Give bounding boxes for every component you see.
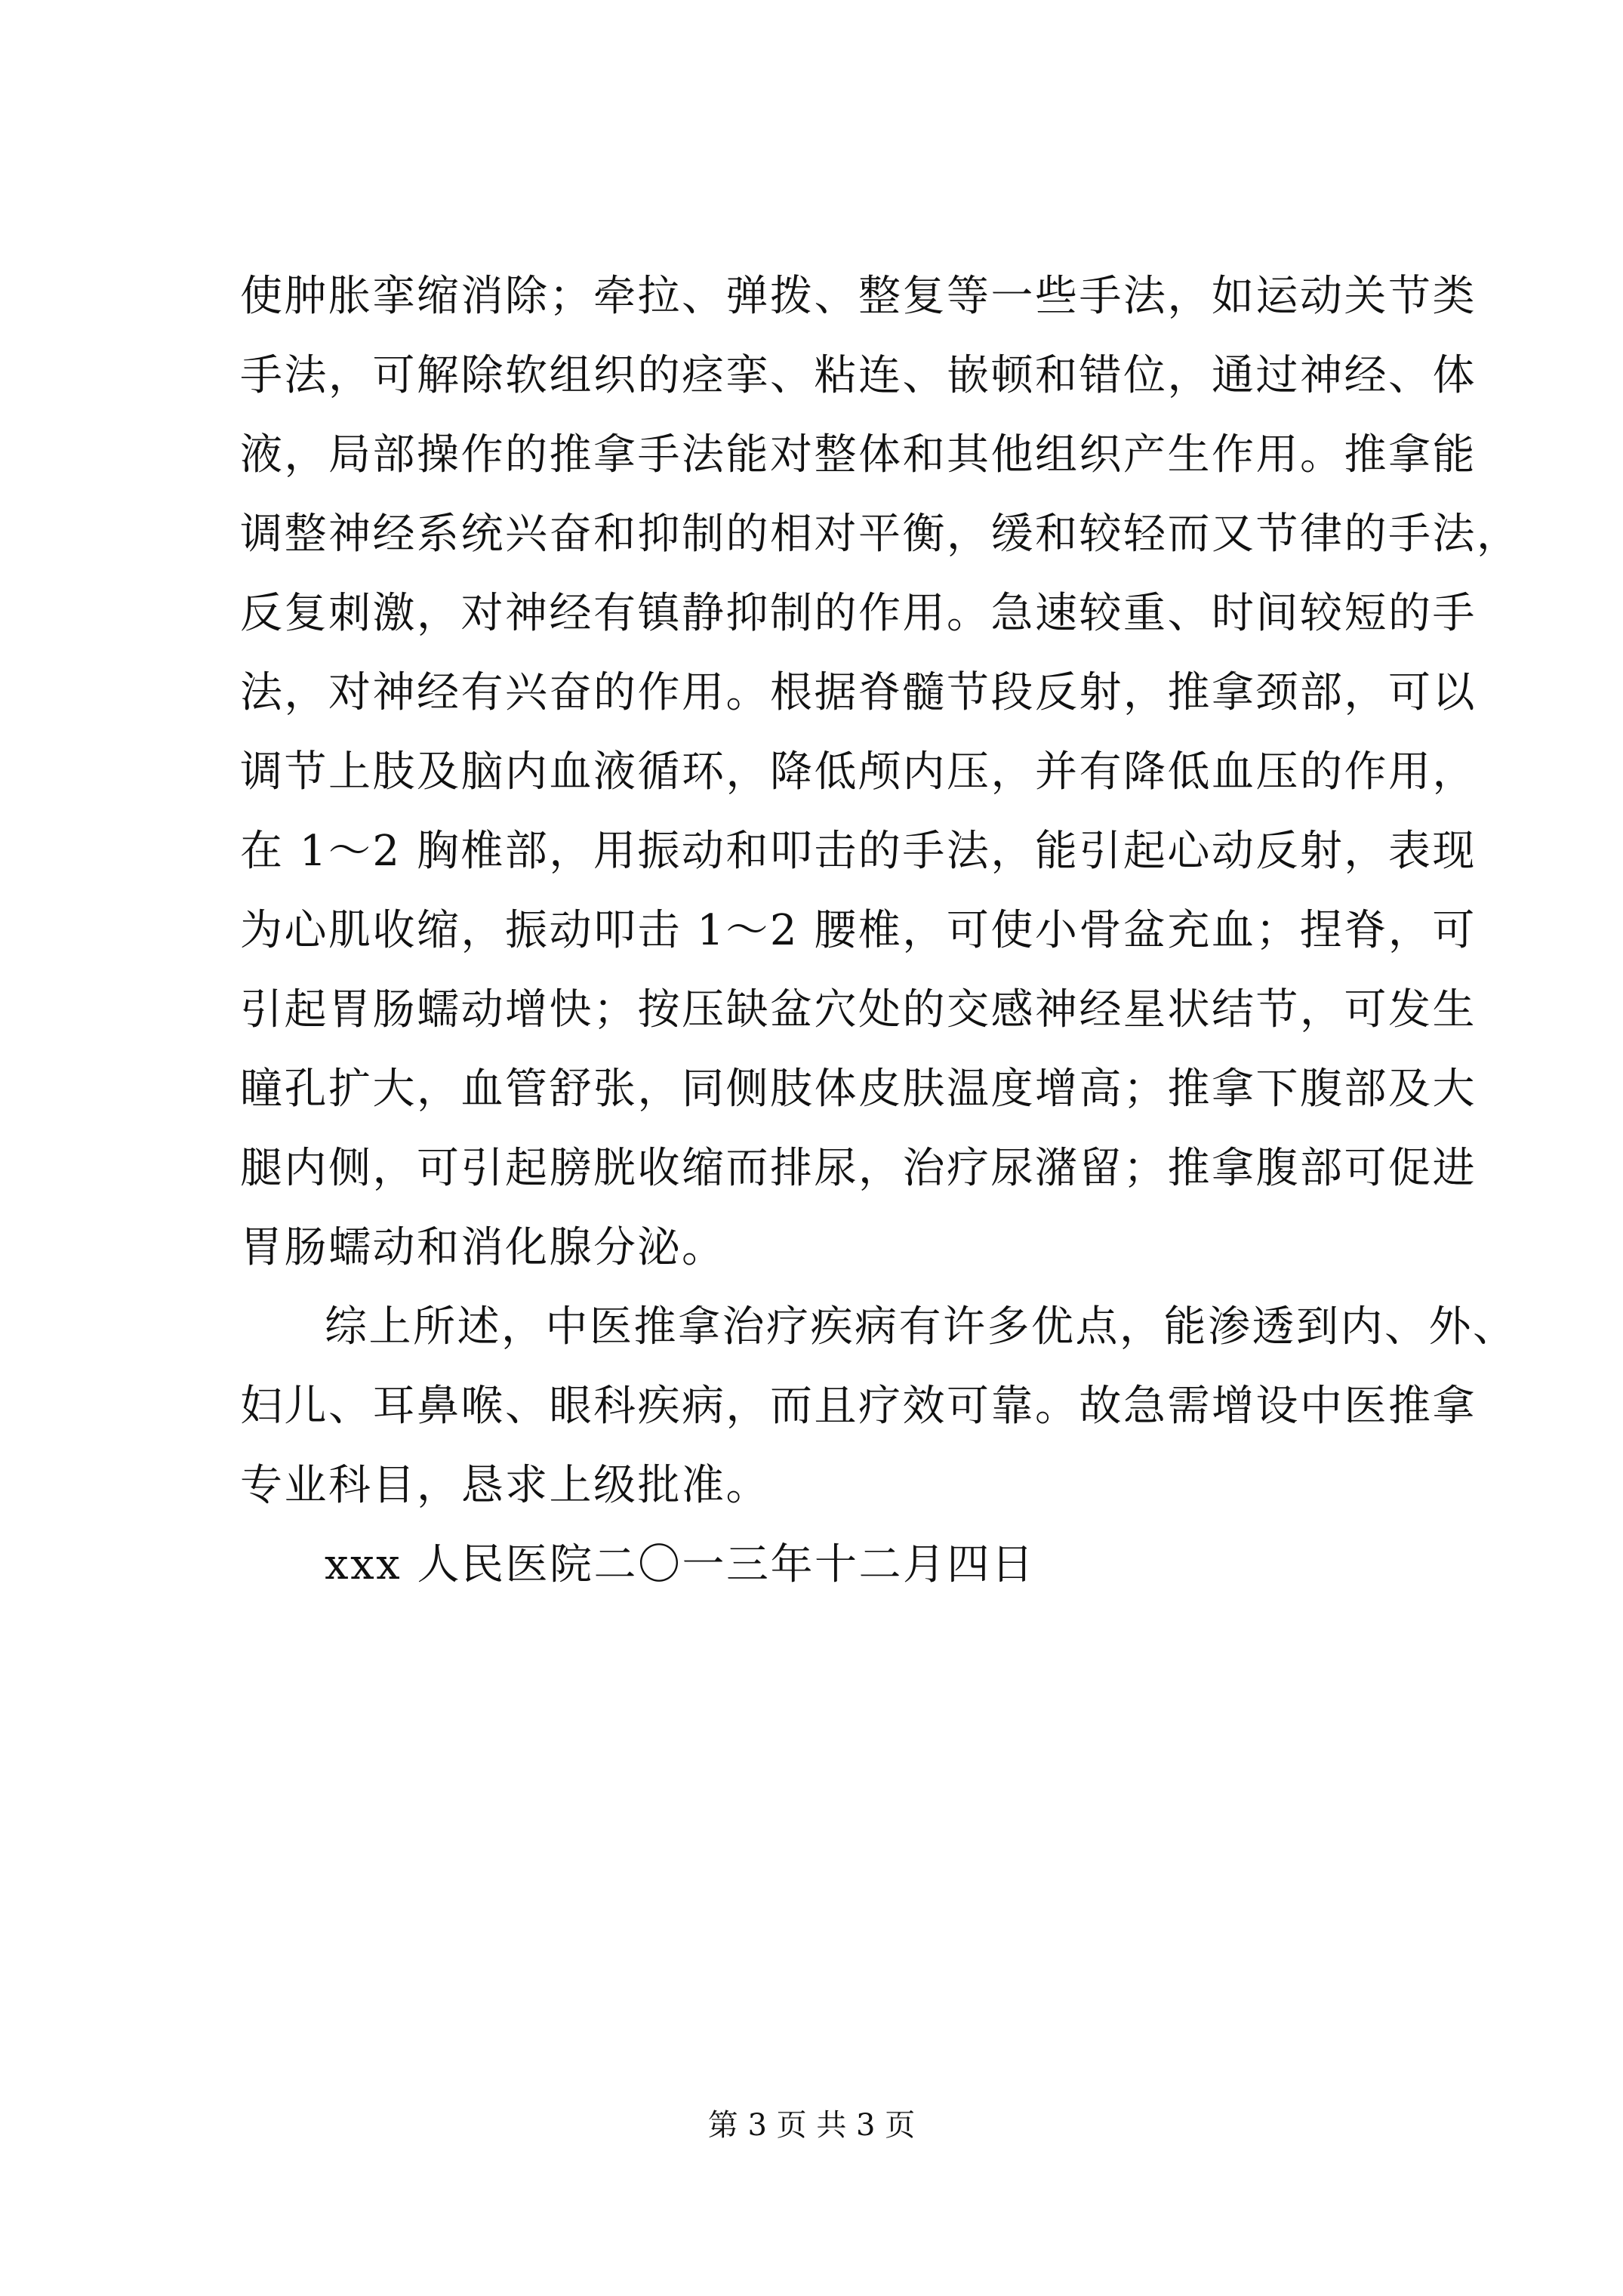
text-line: 专业科目，恳求上级批准。 — [240, 1461, 770, 1510]
text-line: 调整神经系统兴奋和抑制的相对平衡，缓和较轻而又节律的手法， — [240, 510, 1521, 559]
text-line: 法，对神经有兴奋的作用。根据脊髓节段反射，推拿颈部，可以 — [240, 668, 1477, 717]
text-line: 瞳孔扩大，血管舒张，同侧肢体皮肤温度增高；推拿下腹部及大 — [240, 1065, 1477, 1114]
signature-line: xxx 人民医院二〇一三年十二月四日 — [325, 1540, 1036, 1589]
text-line: 引起胃肠蠕动增快；按压缺盆穴处的交感神经星状结节，可发生 — [240, 985, 1477, 1034]
page-indicator: 第 3 页 共 3 页 — [707, 2108, 916, 2143]
text-line: 使肿胀挛缩消除；牵拉、弹拨、整复等一些手法，如运动关节类 — [240, 272, 1477, 321]
text-line: 液，局部操作的推拿手法能对整体和其他组织产生作用。推拿能 — [240, 430, 1477, 479]
text-line: 反复刺激，对神经有镇静抑制的作用。急速较重、时间较短的手 — [240, 589, 1477, 638]
document-body — [240, 257, 1521, 1604]
text-line: 调节上肢及脑内血液循环，降低颅内压，并有降低血压的作用， — [240, 747, 1477, 797]
text-line: 手法，可解除软组织的痉挛、粘连、嵌顿和错位，通过神经、体 — [240, 351, 1477, 400]
text-line: 妇儿、耳鼻喉、眼科疾病，而且疗效可靠。故急需增设中医推拿 — [240, 1382, 1477, 1431]
text-line: 腿内侧，可引起膀胱收缩而排尿，治疗尿潴留；推拿腹部可促进 — [240, 1144, 1477, 1193]
paragraph-1 — [240, 257, 1521, 1287]
text-line: 为心肌收缩，振动叩击 1～2 腰椎，可使小骨盆充血；捏脊，可 — [240, 906, 1477, 955]
text-line: 胃肠蠕动和消化腺分泌。 — [240, 1223, 726, 1272]
text-line: 在 1～2 胸椎部，用振动和叩击的手法，能引起心动反射，表现 — [240, 827, 1477, 876]
text-line: 综上所述，中医推拿治疗疾病有许多优点，能渗透到内、外、 — [325, 1302, 1517, 1351]
page-footer — [0, 2103, 1623, 2148]
paragraph-2 — [240, 1287, 1517, 1525]
